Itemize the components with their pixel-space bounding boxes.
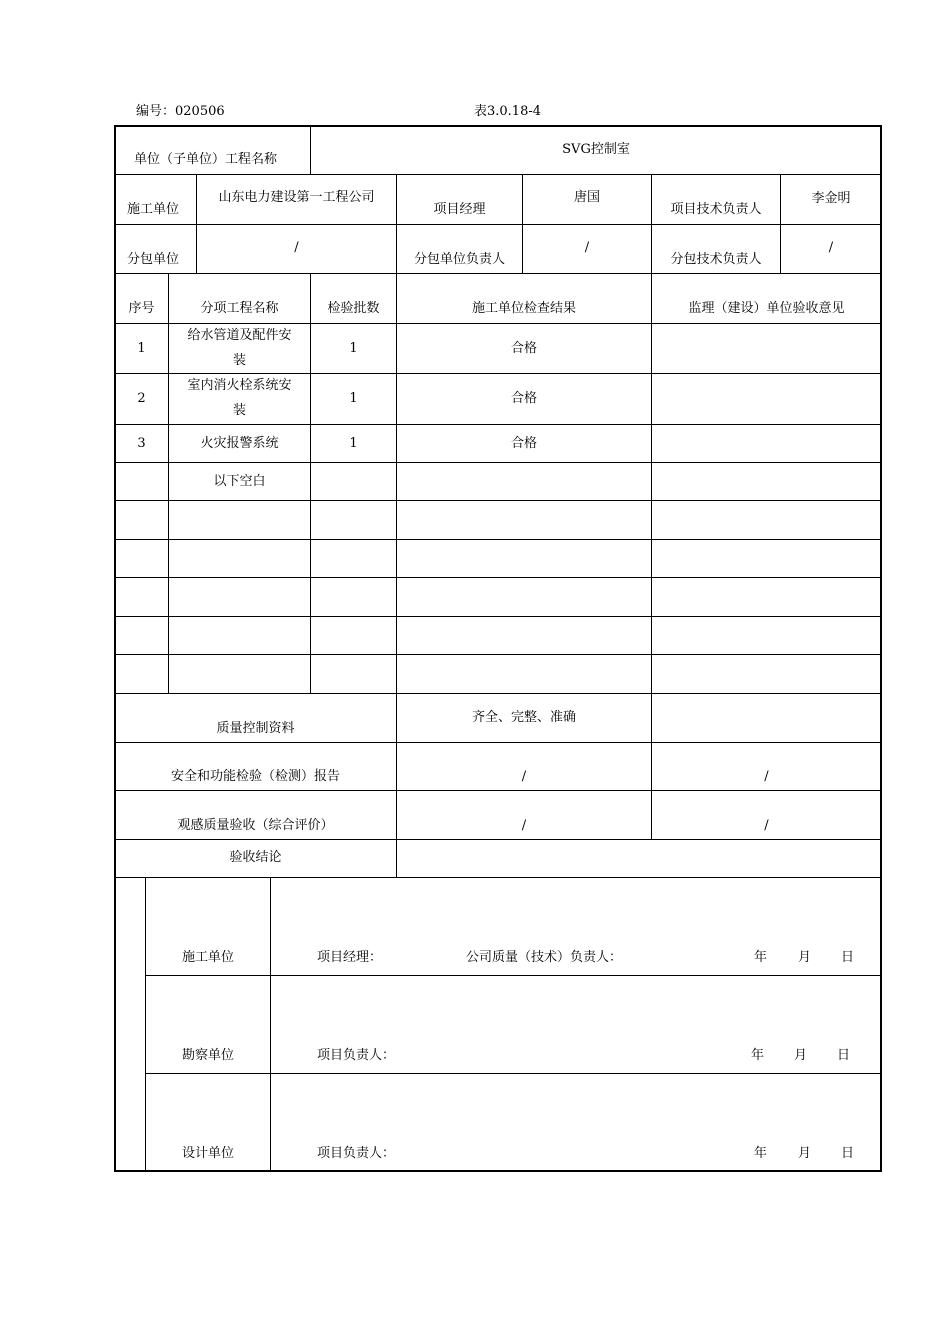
- appearance-quality-value: /: [521, 818, 527, 833]
- signoff-year: 年: [754, 1146, 768, 1161]
- grid-line: [115, 839, 881, 840]
- signoff-design-manager: 项目负责人：: [317, 1146, 396, 1161]
- signoff-year: 年: [754, 950, 768, 965]
- appearance-quality-label: 观感质量验收（综合评价）: [177, 818, 334, 833]
- table-row-result: 合格: [510, 436, 537, 451]
- quality-docs-label: 质量控制资料: [216, 721, 295, 736]
- table-row-no: 3: [137, 436, 146, 451]
- table-number: 表3.0.18-4: [474, 104, 542, 119]
- grid-line: [115, 500, 881, 501]
- grid-line: [115, 790, 881, 791]
- grid-line: [780, 174, 781, 273]
- signoff-design-unit: 设计单位: [181, 1146, 234, 1161]
- grid-line: [115, 424, 881, 425]
- form-code: 编号：020506: [136, 104, 225, 119]
- signoff-survey-manager: 项目负责人：: [317, 1048, 396, 1063]
- grid-line: [145, 877, 146, 1171]
- signoff-construction-manager: 项目经理：: [317, 950, 383, 965]
- safety-report-label: 安全和功能检验（检测）报告: [170, 769, 340, 784]
- signoff-month: 月: [798, 1146, 812, 1161]
- signoff-year: 年: [751, 1048, 765, 1063]
- table-row-name: 火灾报警系统: [200, 436, 279, 451]
- table-row-no: 1: [137, 341, 146, 356]
- subcontract-tech-label: 分包技术负责人: [670, 252, 762, 267]
- safety-report-opinion: /: [764, 769, 769, 784]
- grid-line: [115, 877, 881, 878]
- grid-line: [115, 539, 881, 540]
- grid-line: [310, 273, 311, 693]
- table-row-no: 2: [137, 391, 146, 406]
- safety-report-value: /: [521, 769, 527, 784]
- subcontract-lead-label: 分包单位负责人: [413, 252, 505, 267]
- subcontract-label: 分包单位: [127, 252, 180, 267]
- signoff-survey-unit: 勘察单位: [181, 1048, 234, 1063]
- unit-project-label: 单位（子单位）工程名称: [134, 152, 278, 167]
- grid-line: [396, 273, 397, 877]
- column-header-opinion: 监理（建设）单位验收意见: [688, 301, 845, 316]
- table-row-name: 室内消火栓系统安: [187, 378, 292, 393]
- grid-line: [522, 174, 523, 273]
- signoff-day: 日: [841, 1146, 855, 1161]
- column-header-name: 分项工程名称: [200, 301, 279, 316]
- construction-unit-label: 施工单位: [127, 202, 180, 217]
- grid-line: [115, 742, 881, 743]
- table-row-batches: 1: [349, 341, 358, 356]
- signoff-month: 月: [798, 950, 812, 965]
- construction-unit-value: 山东电力建设第一工程公司: [218, 190, 375, 205]
- grid-line: [270, 877, 271, 1171]
- signoff-month: 月: [794, 1048, 808, 1063]
- subcontract-lead-value: /: [584, 240, 590, 255]
- project-manager-label: 项目经理: [433, 202, 486, 217]
- column-header-batches: 检验批数: [327, 301, 380, 316]
- conclusion-label: 验收结论: [229, 850, 282, 865]
- project-manager-value: 唐国: [573, 190, 600, 205]
- table-row-name-cont: 装: [232, 403, 246, 418]
- grid-line: [115, 224, 881, 225]
- subcontract-tech-value: /: [828, 240, 834, 255]
- grid-line: [115, 273, 881, 274]
- grid-line: [115, 462, 881, 463]
- unit-project-value: SVG控制室: [562, 142, 630, 157]
- grid-line: [146, 1073, 881, 1074]
- tech-lead-value: 李金明: [811, 191, 851, 206]
- grid-line: [115, 323, 881, 324]
- table-row-result: 合格: [510, 341, 537, 356]
- table-row-name: 给水管道及配件安: [187, 328, 292, 343]
- table-row-batches: 1: [349, 436, 358, 451]
- grid-line: [146, 975, 881, 976]
- signoff-day: 日: [841, 950, 855, 965]
- subcontract-value: /: [294, 240, 299, 255]
- acceptance-form-table: [114, 125, 882, 1172]
- tech-lead-label: 项目技术负责人: [670, 202, 762, 217]
- grid-line: [115, 174, 881, 175]
- signoff-construction-unit: 施工单位: [181, 950, 234, 965]
- grid-line: [115, 373, 881, 374]
- table-row-result: 合格: [510, 391, 537, 406]
- signoff-day: 日: [837, 1048, 851, 1063]
- grid-line: [651, 273, 652, 839]
- grid-line: [115, 654, 881, 655]
- signoff-construction-quality: 公司质量（技术）负责人：: [466, 950, 623, 965]
- column-header-no: 序号: [128, 301, 155, 316]
- appearance-quality-opinion: /: [764, 818, 769, 833]
- grid-line: [196, 174, 197, 273]
- quality-docs-value: 齐全、完整、准确: [471, 710, 576, 725]
- table-row-batches: 1: [349, 391, 358, 406]
- column-header-result: 施工单位检查结果: [471, 301, 576, 316]
- blank-below-marker: 以下空白: [213, 474, 266, 489]
- grid-line: [115, 577, 881, 578]
- grid-line: [115, 616, 881, 617]
- table-row-name-cont: 装: [232, 353, 246, 368]
- grid-line: [115, 693, 881, 694]
